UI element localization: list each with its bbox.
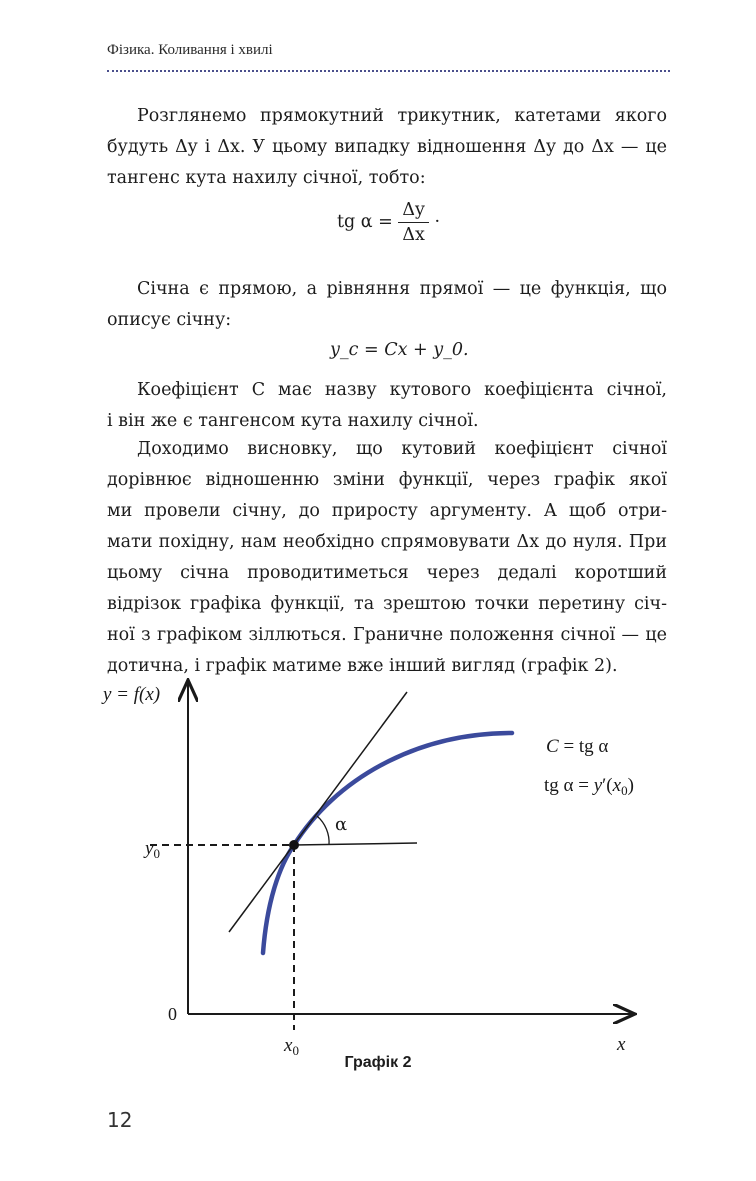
paragraph-line: описує січну: bbox=[107, 310, 232, 330]
paragraph-line: Доходимо висновку, що кутовий коефіцієнт січної bbox=[137, 439, 667, 459]
angle-label: α bbox=[335, 814, 348, 835]
tangent-graph bbox=[95, 670, 655, 1055]
figure-caption: Графік 2 bbox=[344, 1054, 412, 1071]
paragraph-2 bbox=[107, 274, 667, 336]
paragraph-line: мати похідну, нам необхідно спрямовувати Δx до нуля. При bbox=[107, 532, 667, 552]
line-equation: y_c = Cx + y_0. bbox=[330, 340, 469, 360]
y0-label: $y_0$ bbox=[145, 838, 160, 861]
paragraph-line: дотична, і графік матиме вже інший вигляд (графік 2). bbox=[107, 656, 618, 676]
paragraph-line: Розглянемо прямокутний трикутник, катетами якого bbox=[137, 106, 667, 126]
derivative-equation: tg $\alpha = y'(x_0)$ bbox=[544, 775, 634, 798]
tangent-formula bbox=[337, 200, 440, 245]
slope-equation: C = tg α bbox=[546, 736, 609, 757]
tangent-line bbox=[229, 692, 407, 932]
paragraph-line: тангенс кута нахилу січної, тобто: bbox=[107, 168, 426, 188]
paragraph-line: дорівнює відношенню зміни функції, через графік якої bbox=[107, 470, 667, 490]
page-number: 12 bbox=[107, 1108, 133, 1132]
header-divider bbox=[107, 70, 670, 72]
origin-label: 0 bbox=[168, 1004, 177, 1024]
paragraph-line: Січна є прямою, а рівняння прямої — це функція, що bbox=[137, 279, 667, 299]
tangency-point bbox=[289, 840, 299, 850]
horizontal-ray bbox=[294, 843, 417, 845]
paragraph-line: відрізок графіка функції, та зрештою точки перетину січ- bbox=[107, 594, 667, 614]
tangent-fraction bbox=[398, 200, 429, 245]
y-axis-label: y = f(x) bbox=[103, 684, 161, 705]
paragraph-1 bbox=[107, 101, 667, 194]
paragraph-line: будуть Δy і Δx. У цьому випадку відношення Δy до Δx — це bbox=[107, 137, 667, 157]
x0-label: $x_0$ bbox=[284, 1035, 299, 1055]
paragraph-line: цьому січна проводитиметься через дедалі коротший bbox=[107, 563, 667, 583]
fraction-numerator: Δy bbox=[398, 200, 429, 223]
running-header: Фізика. Коливання і хвилі bbox=[107, 42, 273, 58]
fraction-denominator: Δx bbox=[402, 225, 425, 245]
tangent-lhs: tg α = bbox=[337, 212, 393, 232]
paragraph-line: ми провели січну, до приросту аргументу. А щоб отри- bbox=[107, 501, 667, 521]
formula-end-dot: · bbox=[434, 212, 441, 232]
angle-arc bbox=[317, 816, 329, 845]
paragraph-line: Коефіцієнт C має назву кутового коефіцієнта січної, bbox=[137, 380, 667, 400]
paragraph-4 bbox=[107, 434, 667, 682]
paragraph-line: і він же є тангенсом кута нахилу січної. bbox=[107, 411, 479, 431]
paragraph-line: ної з графіком зіллються. Граничне положення січної — це bbox=[107, 625, 667, 645]
x-axis-label: x bbox=[617, 1034, 626, 1055]
paragraph-3 bbox=[107, 375, 667, 437]
